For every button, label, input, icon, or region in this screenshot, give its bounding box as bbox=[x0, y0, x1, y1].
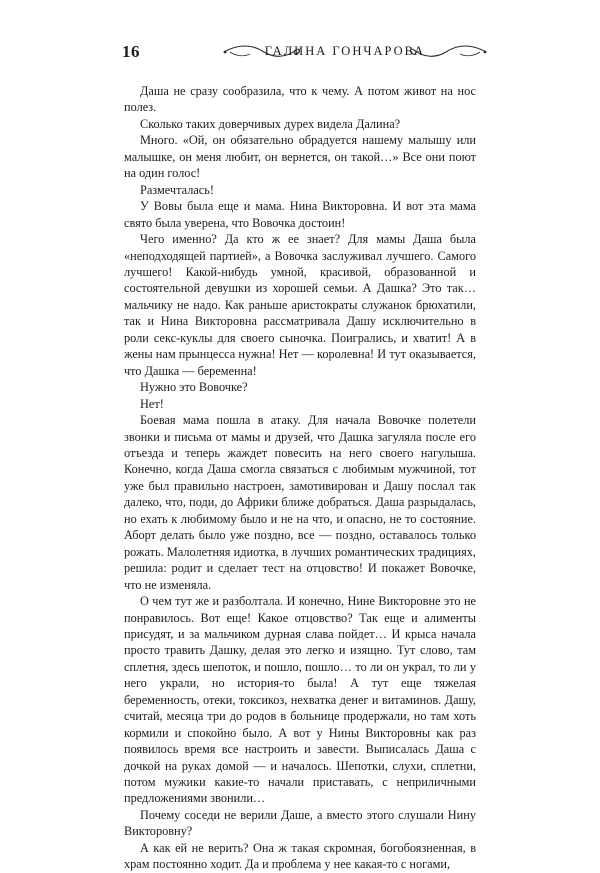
paragraph: Много. «Ой, он обязательно обрадуется нашему малышу или малышке, он меня любит, он вернется, он такой…» Все они поют на один голос! bbox=[124, 133, 476, 181]
body-text bbox=[124, 83, 476, 873]
paragraph: А как ей не верить? Она ж такая скромная, богобоязненная, в храм постоянно ходит. Да и проблема у нее какая-то с ногами, bbox=[124, 840, 476, 872]
page-header bbox=[110, 40, 480, 70]
paragraph: Почему соседи не верили Даше, а вместо этого слушали Нину Викторовну? bbox=[124, 807, 476, 839]
paragraph: Размечталась! bbox=[140, 182, 214, 197]
running-head: ГАЛИНА ГОНЧАРОВА bbox=[264, 44, 426, 58]
paragraph: Нет! bbox=[140, 396, 164, 411]
paragraph: Даша не сразу сообразила, что к чему. А потом живот на нос полез. bbox=[124, 84, 476, 115]
page-number: 16 bbox=[122, 42, 140, 61]
flourish-right-icon bbox=[408, 42, 488, 62]
paragraph: Сколько таких доверчивых дурех видела Далина? bbox=[140, 116, 401, 131]
paragraph: У Вовы была еще и мама. Нина Викторовна. И вот эта мама свято была уверена, что Вовочка достоин! bbox=[124, 199, 476, 230]
paragraph: О чем тут же и разболтала. И конечно, Нине Викторовне это не понравилось. Вот еще! Какое отцовство? Так еще и алименты присудят, и за мальчиком дурная слава пойдет… И крыса начала просто травить Дашку, делая это легко и изящно. Тут слово, там сплетня, здесь шепоток, и пошло, пошло… то ли он украл, то ли у него украли, но история-то была! А тут еще тяжелая беременность, отеки, токсикоз, нехватка денег и витаминов. Дашу, считай, месяца три до родов в больнице продержали, но там хоть кормили и спокойно было. А вот у Нины Викторовны как раз появилось время все настроить и завести. Выписалась Даша с дочкой на руках домой — и началось. Шепотки, слухи, сплетни, потом мужики какие-то начали приставать, с неприличными предложениями звонили… bbox=[124, 594, 476, 806]
paragraph: Чего именно? Да кто ж ее знает? Для мамы Даша была «неподходящей партией», а Вовочка заслуживал лучшего. Самого лучшего! Какой-нибудь умной, красивой, образованной и состоятельной девушки из хорошей семьи. А Дашка? Это так… мальчику не надо. Как раньше аристократы служанок брюхатили, так и Нина Викторовна рассматривала Дашу исключительно в роли секс-куклы для своего сыночка. Поигрались, и хватит! А в жены нам прынцесса нужна! Нет — королевна! И тут оказывается, что Дашка — беременна! bbox=[124, 232, 476, 378]
paragraph: Нужно это Вовочке? bbox=[140, 380, 248, 395]
paragraph: Боевая мама пошла в атаку. Для начала Вовочке полетели звонки и письма от мамы и друзей, что Дашка загуляла после его отъезда и теперь жаждет повесить на него своего нагулыша. Конечно, когда Даша смогла связаться с любимым мужчиной, тот уже был правильно настроен, замотивирован и Дашу послал так далеко, что, поди, до Африки ближе добраться. Даша разрыдалась, но ехать к любимому было и не на что, и опасно, не то состояние. Аборт делать было уже поздно, все — поздно, оставалось только рожать. Малолетняя идиотка, в лучших романтических традициях, решила: родит и сделает тест на отцовство! И покажет Вовочке, что не изменяла. bbox=[124, 413, 476, 592]
